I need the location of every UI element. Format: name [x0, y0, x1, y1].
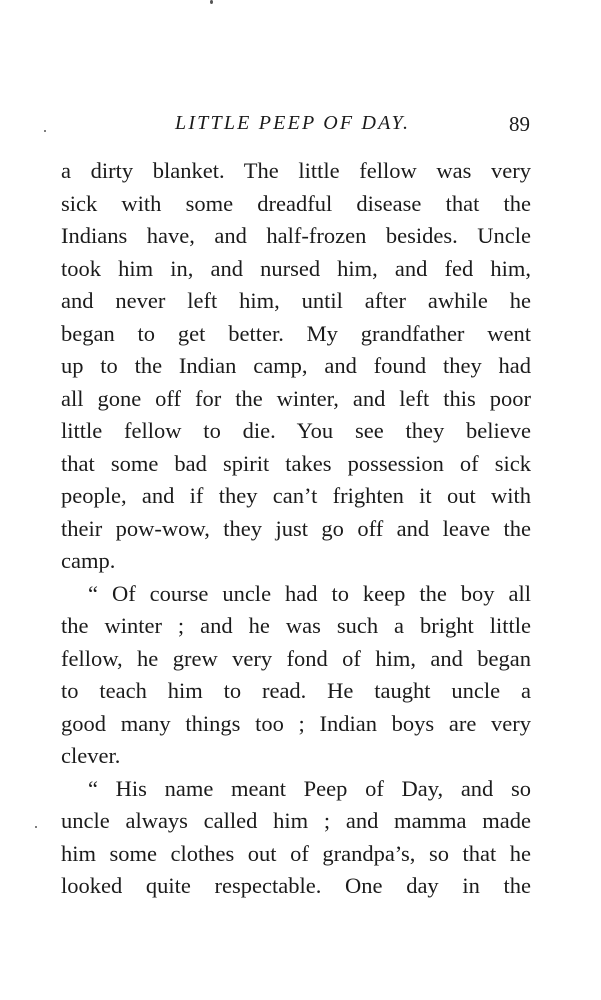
text-line: all gone off for the winter, and left this poor	[61, 385, 531, 411]
text-line: “ Of course uncle had to keep the boy all	[88, 580, 531, 606]
text-line: began to get better. My grandfather went	[61, 320, 531, 346]
text-line: sick with some dreadful disease that the	[61, 190, 531, 216]
text-line: uncle always called him ; and mamma made	[61, 808, 531, 833]
text-line: up to the Indian camp, and found they had	[61, 353, 531, 378]
text-line: took him in, and nursed him, and fed him,	[61, 255, 531, 281]
body-text	[61, 155, 531, 903]
text-line: Indians have, and half-frozen besides. Uncle	[61, 223, 531, 248]
text-line: looked quite respectable. One day in the	[61, 873, 531, 898]
text-line: people, and if they can’t frighten it out with	[61, 483, 531, 508]
text-line: their pow-wow, they just go off and leave the	[61, 515, 531, 541]
text-line: that some bad spirit takes possession of sick	[61, 450, 531, 476]
page-header	[0, 112, 601, 140]
running-title: LITTLE PEEP OF DAY.	[175, 112, 411, 134]
text-line: camp.	[61, 548, 116, 573]
text-line: good many things too ; Indian boys are very	[61, 710, 531, 736]
text-line: the winter ; and he was such a bright little	[61, 613, 531, 638]
text-line: “ His name meant Peep of Day, and so	[88, 775, 531, 801]
text-line: to teach him to read. He taught uncle a	[61, 678, 531, 703]
page-number: 89	[509, 112, 530, 136]
text-line: fellow, he grew very fond of him, and began	[61, 645, 531, 671]
text-line: clever.	[61, 743, 121, 768]
text-line: and never left him, until after awhile he	[61, 288, 531, 313]
print-speck-lower	[35, 826, 37, 828]
print-speck-top	[210, 0, 213, 4]
text-line: a dirty blanket. The little fellow was very	[61, 158, 531, 183]
text-line: little fellow to die. You see they believe	[61, 418, 531, 443]
text-line: him some clothes out of grandpa’s, so that he	[61, 840, 531, 866]
